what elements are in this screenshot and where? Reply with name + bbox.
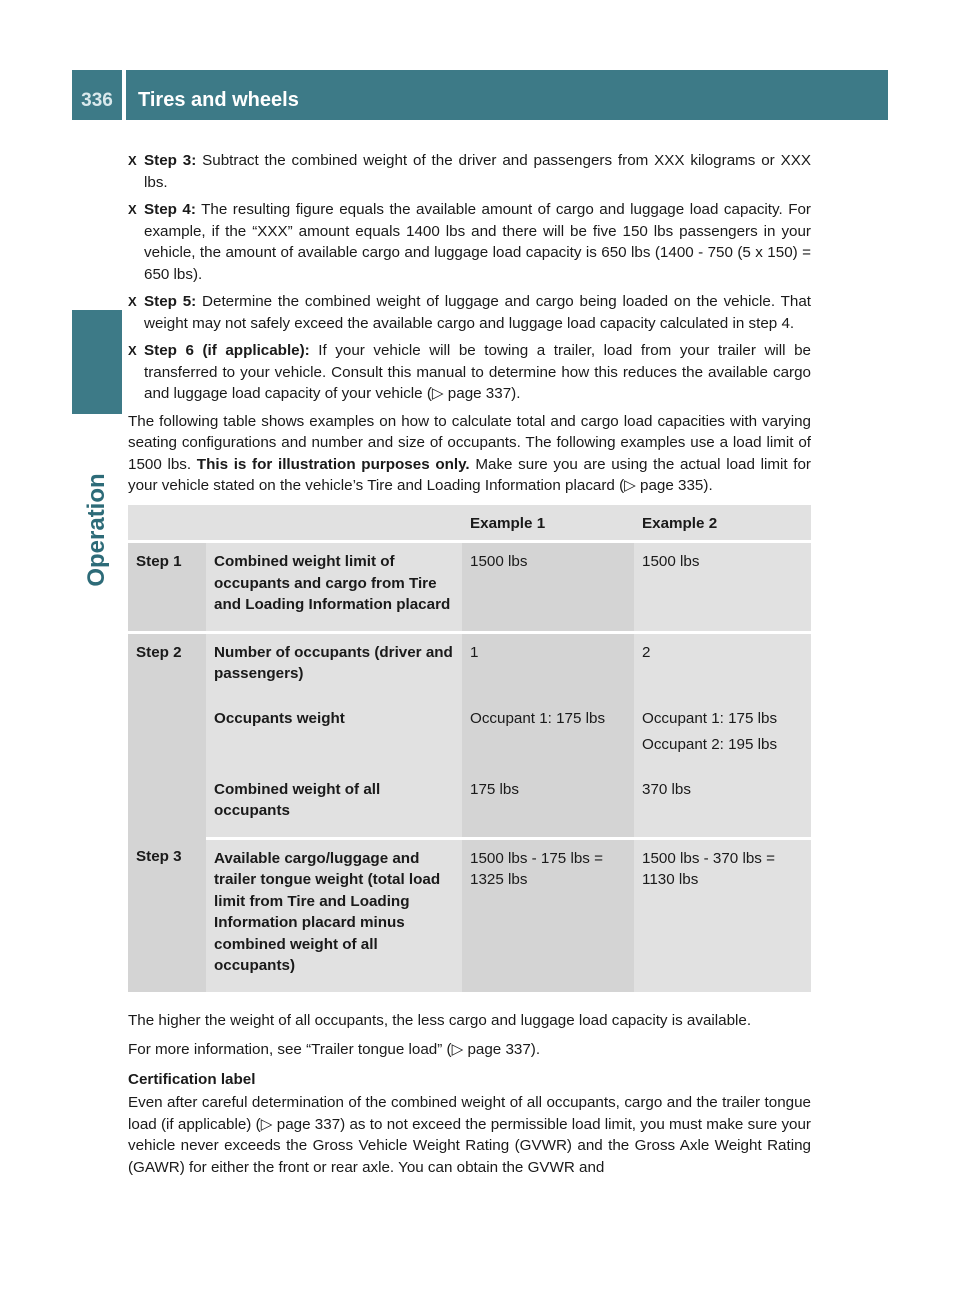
load-capacity-table	[128, 505, 811, 992]
page-header	[72, 70, 888, 120]
table-step-cell: Step 1	[128, 542, 206, 633]
table-ex2-cell	[634, 700, 811, 771]
table-step-cell: Step 3	[128, 838, 206, 992]
table-row	[128, 632, 811, 700]
table-ex1-cell: 175 lbs	[462, 771, 634, 839]
step-item	[128, 291, 811, 334]
table-row	[128, 542, 811, 633]
section-heading: Certification label	[128, 1070, 256, 1088]
table-ex1-cell: Occupant 1: 175 lbs	[462, 700, 634, 771]
occupant-2-weight: Occupant 2: 195 lbs	[642, 736, 778, 753]
table-header-row	[128, 505, 811, 542]
step-bullet-icon: X	[128, 343, 137, 358]
step-item	[128, 340, 811, 405]
table-ex2-cell: 370 lbs	[634, 771, 811, 839]
intro-text-1: The following table shows examples on how to calculate total and cargo load capacities with varying seating configurations and number and size of occupants. The following examples use a load limit of 1500 lbs.	[128, 412, 811, 473]
step-label: Step 4:	[144, 201, 196, 218]
step-text: If your vehicle will be towing a trailer, load from your trailer will be transferred to your vehicle. Consult this manual to determine how this reduces the available cargo and luggage load capacity of your vehicle (▷ page 337).	[144, 342, 811, 402]
step-label: Step 5:	[144, 293, 197, 310]
intro-paragraph	[128, 411, 811, 497]
table-ex1-cell: 1500 lbs - 175 lbs = 1325 lbs	[462, 838, 634, 992]
step-item	[128, 199, 811, 285]
step-label: Step 3:	[144, 152, 197, 169]
sidebar-label-text: Operation	[83, 473, 110, 587]
step-bullet-icon: X	[128, 202, 137, 217]
sidebar-label	[72, 425, 122, 635]
table-ex2-cell: 1500 lbs - 370 lbs = 1130 lbs	[634, 838, 811, 992]
body-paragraph: For more information, see “Trailer tongue load” (▷ page 337).	[128, 1041, 541, 1058]
table-desc-cell: Available cargo/luggage and trailer tongue weight (total load limit from Tire and Loading Information placard minus combined weight of all occupants)	[206, 838, 462, 992]
table-step-cell: Step 2	[128, 632, 206, 838]
page-number: 336	[72, 70, 122, 120]
body-paragraph: Even after careful determination of the combined weight of all occupants, cargo and the trailer tongue load (if applicable) (▷ page 337) as to not exceed the permissible load limit, you must make sure your vehicle never exceeds the Gross Vehicle Weight Rating (GVWR) and the Gross Axle Weight Rating (GAWR) for either the front or rear axle. You can obtain the GVWR and	[128, 1094, 811, 1176]
table-desc-cell: Combined weight limit of occupants and cargo from Tire and Loading Information placard	[206, 542, 462, 633]
occupant-1-weight: Occupant 1: 175 lbs	[642, 709, 778, 727]
table-desc-cell: Number of occupants (driver and passengers)	[206, 632, 462, 700]
step-text: Determine the combined weight of luggage and cargo being loaded on the vehicle. That weight may not safely exceed the available cargo and luggage load capacity calculated in step 4.	[144, 293, 811, 332]
table-ex2-cell: 1500 lbs	[634, 542, 811, 633]
step-item	[128, 150, 811, 193]
table-ex2-cell: 2	[634, 632, 811, 700]
table-desc-cell: Combined weight of all occupants	[206, 771, 462, 839]
step-bullet-icon: X	[128, 294, 137, 309]
table-ex1-cell: 1500 lbs	[462, 542, 634, 633]
table-desc-cell: Occupants weight	[206, 700, 462, 771]
step-text: Subtract the combined weight of the driver and passengers from XXX kilograms or XXX lbs.	[144, 152, 811, 191]
table-row	[128, 838, 811, 992]
table-header-cell	[128, 505, 206, 542]
step-text: The resulting figure equals the available amount of cargo and luggage load capacity. For example, if the “XXX” amount equals 1400 lbs and there will be five 150 lbs passengers in your vehicle, the amount of available cargo and luggage load capacity is 650 lbs (1400 - 750 (5 x 150) = 650 lbs).	[144, 201, 811, 283]
step-label: Step 6 (if applicable):	[144, 342, 310, 359]
body-paragraph: The higher the weight of all occupants, the less cargo and luggage load capacity is available.	[128, 1011, 752, 1029]
step-bullet-icon: X	[128, 153, 137, 168]
table-header-cell	[206, 505, 462, 542]
section-title: Tires and wheels	[126, 70, 888, 120]
table-header-cell: Example 2	[634, 505, 811, 542]
intro-bold: This is for illustration purposes only.	[196, 455, 470, 473]
table-header-cell: Example 1	[462, 505, 634, 542]
table-ex1-cell: 1	[462, 632, 634, 700]
table-row	[128, 700, 811, 771]
table-row	[128, 771, 811, 839]
sidebar-tab-marker	[72, 310, 122, 414]
page-content	[128, 150, 811, 1186]
intro-text-2: Make sure you are using the actual load limit for your vehicle stated on the vehicle’s Tire and Loading Information placard (▷ page 335).	[128, 455, 811, 494]
